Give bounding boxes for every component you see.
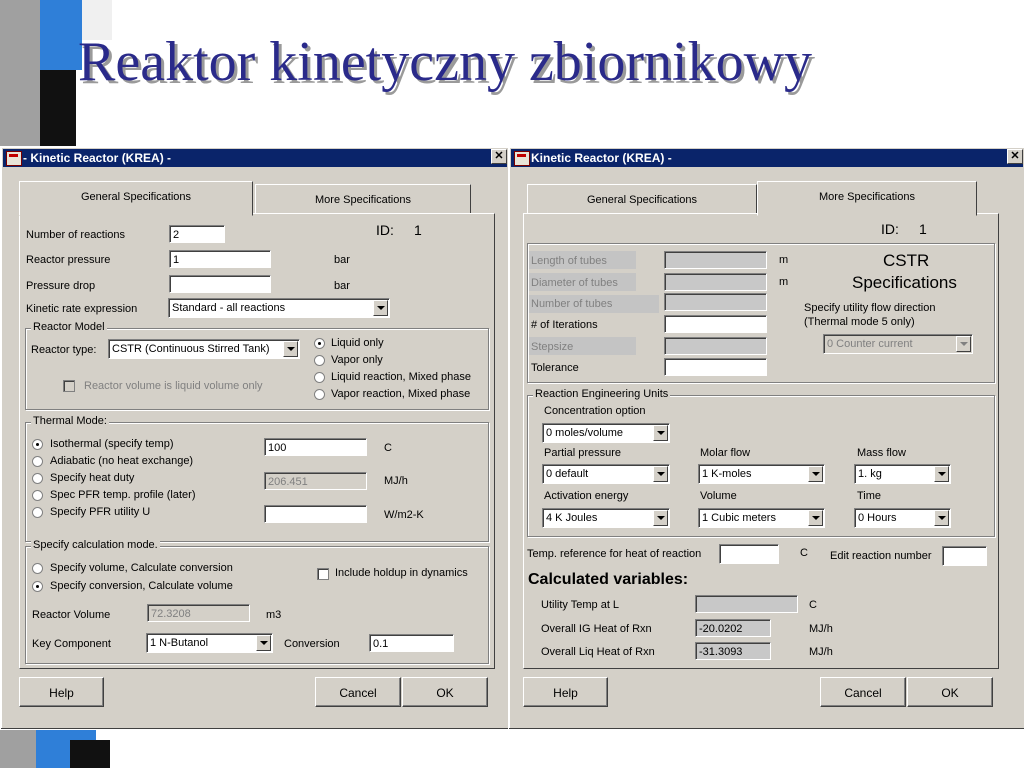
reactor-type-label: Reactor type: (31, 344, 97, 356)
phase-label-vapor-mixed: Vapor reaction, Mixed phase (331, 388, 471, 400)
diameter-input[interactable] (664, 273, 767, 291)
tolerance-label: Tolerance (531, 362, 579, 374)
utility-temp-unit: C (809, 599, 817, 611)
diameter-label: Diameter of tubes (531, 277, 618, 289)
stepsize-input[interactable] (664, 337, 767, 355)
edit-reaction-label: Edit reaction number (830, 550, 932, 562)
activation-energy-label: Activation energy (544, 490, 629, 502)
volume-units-value: 1 Cubic meters (702, 512, 776, 524)
iterations-label: # of Iterations (531, 319, 598, 331)
volume-units-label: Volume (700, 490, 737, 502)
volume-units-select[interactable] (698, 508, 825, 528)
temp-reference-unit: C (800, 547, 808, 559)
tab-label: More Specifications (819, 191, 915, 203)
conc-select[interactable] (542, 423, 670, 443)
phase-radio-liquid-mixed[interactable] (314, 372, 325, 383)
ig-heat-unit: MJ/h (809, 623, 833, 635)
id-value: 1 (919, 221, 927, 237)
mass-flow-select[interactable] (854, 464, 951, 484)
left-dialog (0, 146, 510, 730)
calc-mode-title: Specify calculation mode. (33, 539, 158, 551)
num-reactions-input[interactable]: 2 (169, 225, 225, 243)
ig-heat-label: Overall IG Heat of Rxn (541, 623, 652, 635)
phase-radio-liquid-only[interactable] (314, 338, 325, 349)
num-reactions-label: Number of reactions (26, 229, 126, 241)
chevron-down-icon[interactable] (808, 510, 823, 526)
reactor-pressure-input[interactable]: 1 (169, 250, 271, 268)
left-help-button[interactable]: Help (19, 677, 104, 707)
phase-radio-vapor-mixed[interactable] (314, 389, 325, 400)
right-title: Kinetic Reactor (KREA) - (531, 151, 672, 165)
decoration-bar-bottom-gray (0, 728, 36, 768)
kinetic-rate-value: Standard - all reactions (172, 302, 286, 314)
utility-u-unit: W/m2-K (384, 509, 424, 521)
time-units-value: 0 Hours (858, 512, 897, 524)
pressure-drop-input[interactable] (169, 275, 271, 293)
id-label: ID: (376, 222, 394, 238)
key-component-value: 1 N-Butanol (150, 637, 209, 649)
utility-u-input[interactable] (264, 505, 367, 523)
temperature-unit: C (384, 442, 392, 454)
id-value: 1 (414, 222, 422, 238)
activation-energy-select[interactable] (542, 508, 670, 528)
conversion-input[interactable]: 0.1 (369, 634, 454, 652)
id-label: ID: (881, 221, 899, 237)
conversion-label: Conversion (284, 638, 340, 650)
tab-label: More Specifications (315, 194, 411, 206)
thermal-mode-title: Thermal Mode: (33, 415, 107, 427)
thermal-radio-adiabatic[interactable] (32, 456, 43, 467)
calc-label-volume: Specify volume, Calculate conversion (50, 562, 233, 574)
phase-label-liquid-mixed: Liquid reaction, Mixed phase (331, 371, 472, 383)
tab-more-specifications[interactable] (255, 184, 471, 216)
pressure-drop-unit: bar (334, 280, 350, 292)
chevron-down-icon[interactable] (653, 425, 668, 441)
time-units-label: Time (857, 490, 882, 502)
utility-temp-input[interactable] (695, 595, 798, 613)
calc-radio-conversion[interactable] (32, 581, 43, 592)
right-cancel-button[interactable]: Cancel (820, 677, 906, 707)
calculated-variables-heading: Calculated variables: (528, 571, 689, 588)
thermal-label-isothermal: Isothermal (specify temp) (50, 438, 174, 450)
temp-reference-label: Temp. reference for heat of reaction (527, 548, 702, 560)
length-unit: m (779, 254, 789, 266)
conc-value: 0 moles/volume (546, 427, 624, 439)
left-titlebar (3, 149, 507, 167)
right-ok-button[interactable]: OK (907, 677, 993, 707)
left-close-button[interactable]: ✕ (491, 149, 507, 164)
chevron-down-icon[interactable] (956, 336, 971, 352)
mass-flow-value: 1. kg (858, 468, 882, 480)
num-tubes-input[interactable] (664, 293, 767, 311)
length-input[interactable] (664, 251, 767, 269)
thermal-radio-isothermal[interactable] (32, 439, 43, 450)
conc-label: Concentration option (544, 405, 646, 417)
reactor-volume-input[interactable]: 72.3208 (147, 604, 250, 622)
slide-title: Reaktor kinetyczny zbiornikowy (78, 31, 813, 93)
liq-heat-input[interactable]: -31.3093 (695, 642, 771, 660)
molar-flow-label: Molar flow (700, 447, 751, 459)
right-dialog (508, 146, 1024, 730)
molar-flow-value: 1 K-moles (702, 468, 752, 480)
right-close-button[interactable]: ✕ (1007, 149, 1023, 164)
right-help-button[interactable]: Help (523, 677, 608, 707)
partial-pressure-select[interactable] (542, 464, 670, 484)
decoration-bar-bottom-black (70, 740, 110, 768)
thermal-radio-pfr-utility[interactable] (32, 507, 43, 518)
partial-pressure-value: 0 default (546, 468, 589, 480)
left-ok-button[interactable]: OK (402, 677, 488, 707)
tab-label: General Specifications (80, 191, 192, 203)
decoration-bar-gray (0, 0, 40, 150)
phase-radio-vapor-only[interactable] (314, 355, 325, 366)
liquid-volume-checkbox[interactable] (63, 380, 75, 392)
thermal-radio-heat-duty[interactable] (32, 473, 43, 484)
heat-duty-input[interactable]: 206.451 (264, 472, 367, 490)
holdup-checkbox[interactable] (317, 568, 329, 580)
utility-flow-select[interactable] (823, 334, 973, 354)
temperature-input[interactable]: 100 (264, 438, 367, 456)
chevron-down-icon[interactable] (256, 635, 271, 651)
calc-label-conversion: Specify conversion, Calculate volume (50, 580, 233, 592)
reactor-model-title: Reactor Model (33, 321, 105, 333)
tab-general-specifications[interactable] (19, 181, 253, 216)
chevron-down-icon[interactable] (283, 341, 298, 357)
iterations-input[interactable] (664, 315, 767, 333)
phase-label-liquid-only: Liquid only (331, 337, 384, 349)
holdup-label: Include holdup in dynamics (335, 567, 468, 579)
thermal-label-pfr-profile: Spec PFR temp. profile (later) (50, 489, 196, 501)
chevron-down-icon[interactable] (934, 466, 949, 482)
utility-flow-sublabel: (Thermal mode 5 only) (804, 316, 915, 328)
utility-flow-value: 0 Counter current (827, 338, 913, 350)
chevron-down-icon[interactable] (373, 300, 388, 316)
units-title: Reaction Engineering Units (535, 388, 669, 400)
utility-temp-label: Utility Temp at L (541, 599, 620, 611)
diameter-unit: m (779, 276, 789, 288)
tab-label: General Specifications (586, 194, 698, 206)
thermal-label-heat-duty: Specify heat duty (50, 472, 135, 484)
reactor-pressure-label: Reactor pressure (26, 254, 111, 266)
tab-more-specifications[interactable] (757, 181, 977, 216)
cstr-subheading: Specifications (852, 273, 957, 292)
left-cancel-button[interactable]: Cancel (315, 677, 401, 707)
partial-pressure-label: Partial pressure (544, 447, 622, 459)
pressure-drop-label: Pressure drop (26, 280, 96, 292)
liquid-volume-label: Reactor volume is liquid volume only (84, 380, 263, 392)
heat-duty-unit: MJ/h (384, 475, 408, 487)
reactor-volume-unit: m3 (266, 609, 282, 621)
cstr-heading: CSTR (883, 251, 930, 270)
liq-heat-label: Overall Liq Heat of Rxn (541, 646, 655, 658)
app-icon (6, 151, 22, 166)
molar-flow-select[interactable] (698, 464, 825, 484)
time-units-select[interactable] (854, 508, 951, 528)
calc-radio-volume[interactable] (32, 563, 43, 574)
ig-heat-input[interactable]: -20.0202 (695, 619, 771, 637)
thermal-label-adiabatic: Adiabatic (no heat exchange) (50, 455, 194, 467)
thermal-radio-pfr-profile[interactable] (32, 490, 43, 501)
chevron-down-icon[interactable] (653, 510, 668, 526)
reactor-volume-label: Reactor Volume (32, 609, 111, 621)
mass-flow-label: Mass flow (857, 447, 906, 459)
activation-energy-value: 4 K Joules (546, 512, 598, 524)
chevron-down-icon[interactable] (934, 510, 949, 526)
tab-general-specifications[interactable] (527, 184, 757, 216)
key-component-label: Key Component (32, 638, 111, 650)
num-tubes-label: Number of tubes (531, 298, 613, 310)
kinetic-rate-label: Kinetic rate expression (26, 303, 138, 315)
reactor-type-select[interactable] (108, 339, 300, 359)
chevron-down-icon[interactable] (653, 466, 668, 482)
right-titlebar (511, 149, 1023, 167)
decoration-bar-black (40, 70, 76, 146)
length-label: Length of tubes (531, 255, 607, 267)
chevron-down-icon[interactable] (808, 466, 823, 482)
reactor-type-value: CSTR (Continuous Stirred Tank) (112, 343, 270, 355)
app-icon (514, 151, 530, 166)
temp-reference-input[interactable] (719, 544, 779, 564)
thermal-label-pfr-utility: Specify PFR utility U (50, 506, 151, 518)
stepsize-label: Stepsize (531, 341, 574, 353)
tolerance-input[interactable] (664, 358, 767, 376)
edit-reaction-input[interactable] (942, 546, 987, 566)
liq-heat-unit: MJ/h (809, 646, 833, 658)
kinetic-rate-select[interactable] (168, 298, 390, 318)
utility-flow-label: Specify utility flow direction (804, 302, 936, 314)
key-component-select[interactable] (146, 633, 273, 653)
reactor-pressure-unit: bar (334, 254, 350, 266)
left-title: - Kinetic Reactor (KREA) - (23, 151, 172, 165)
phase-label-vapor-only: Vapor only (331, 354, 383, 366)
decoration-bar-blue (40, 0, 82, 70)
